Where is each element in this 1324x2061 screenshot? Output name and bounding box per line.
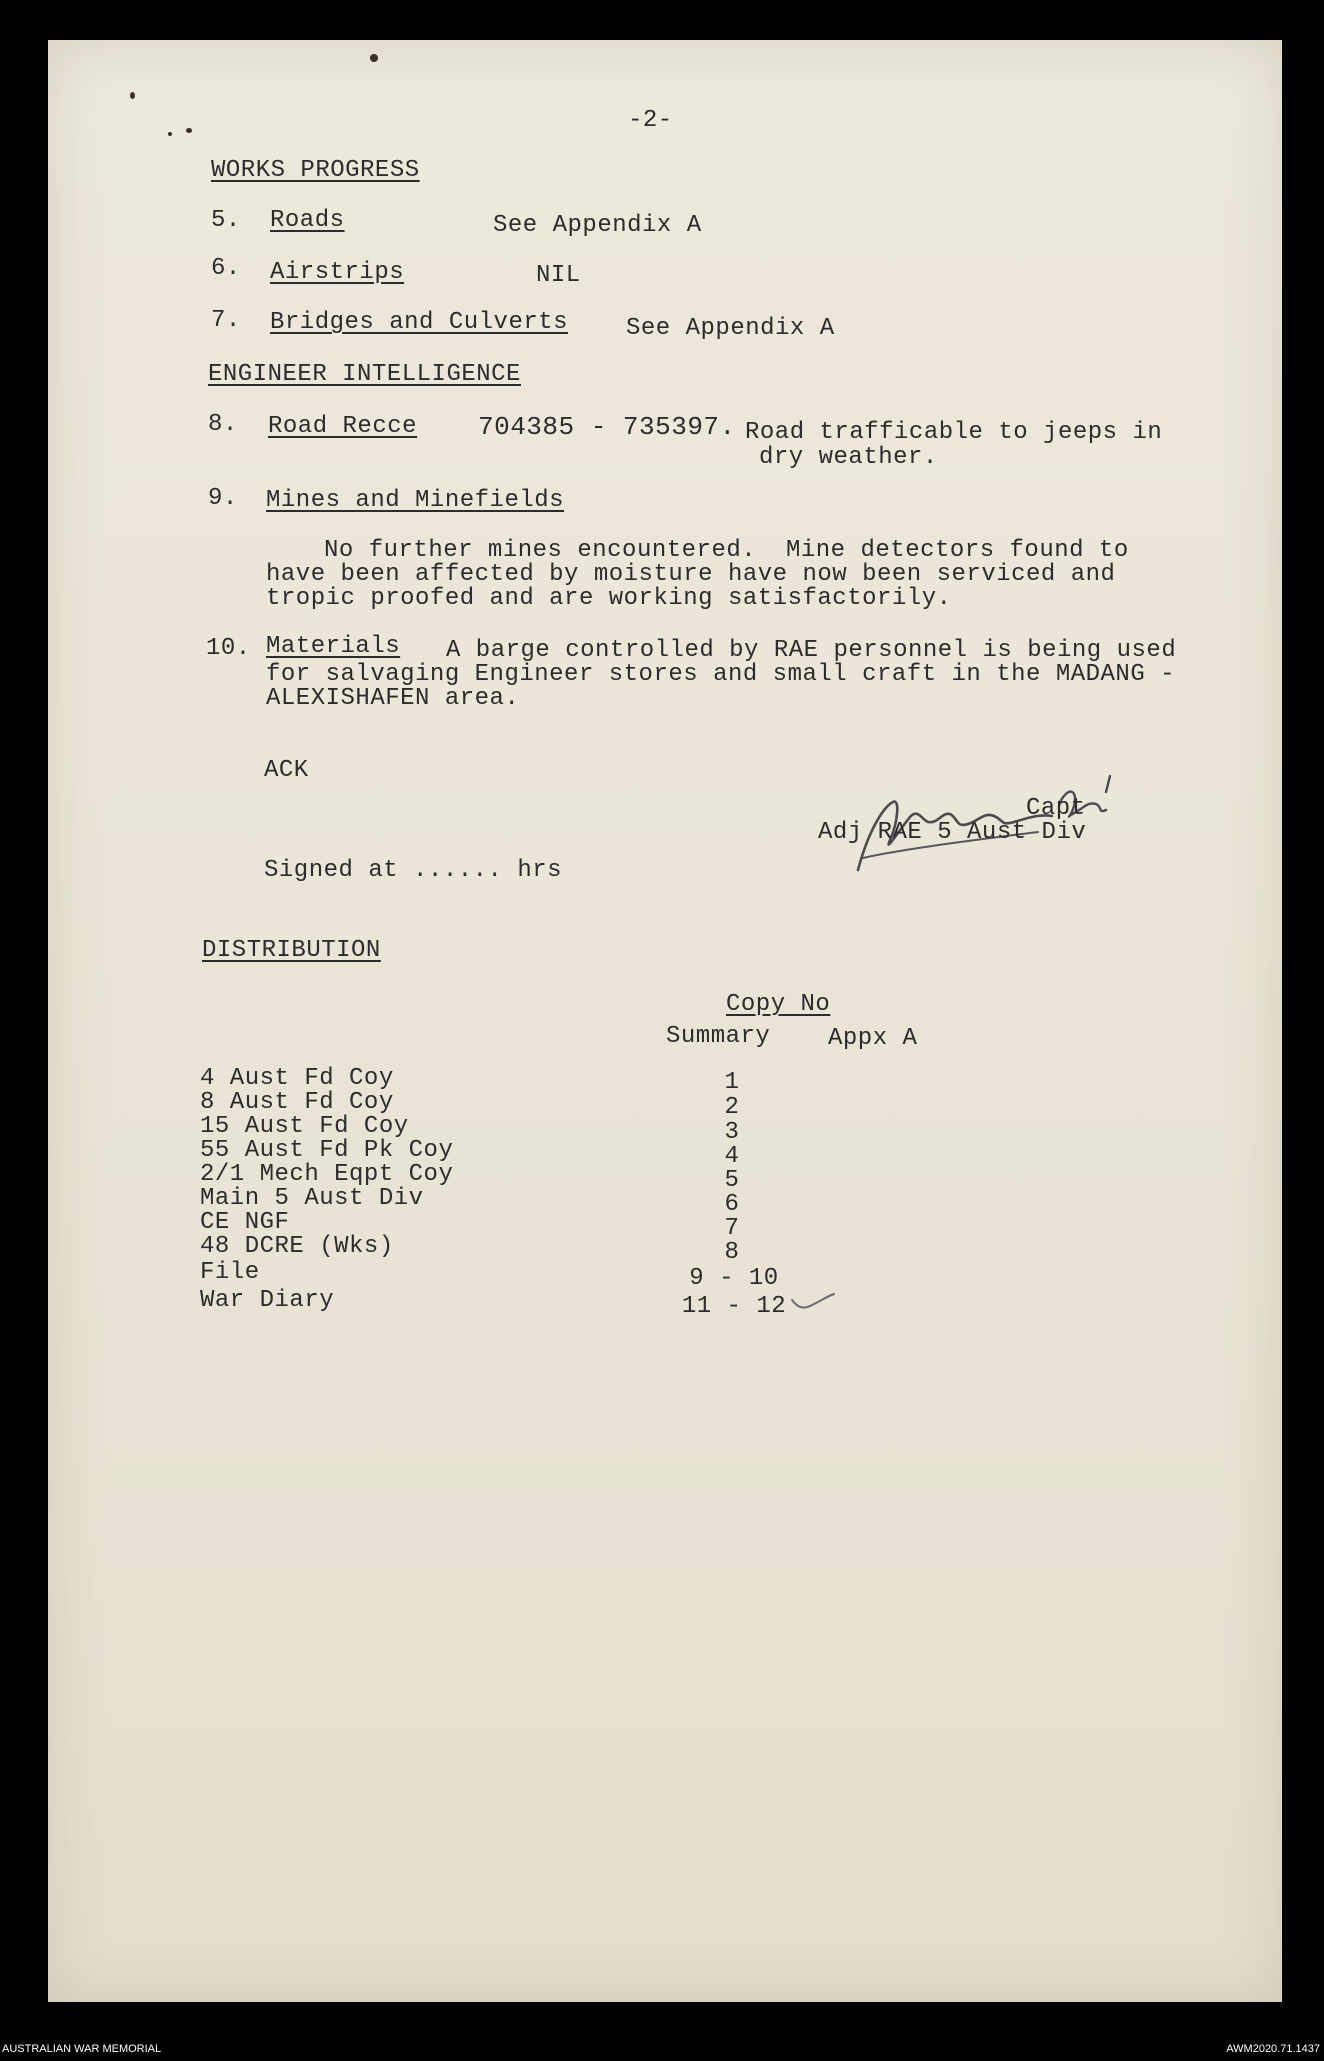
column-summary-heading: Summary: [666, 1023, 771, 1050]
ack-text: ACK: [264, 757, 309, 784]
page-number: -2-: [628, 107, 673, 134]
distribution-copy-number: 6: [724, 1191, 740, 1218]
distribution-recipient: 15 Aust Fd Coy: [200, 1113, 409, 1140]
paper-speck: [186, 128, 192, 133]
item-7-number: 7.: [211, 307, 241, 334]
item-10-label: Materials: [266, 633, 401, 660]
copy-no-heading: Copy No: [726, 991, 831, 1018]
item-8-label: Road Recce: [268, 413, 418, 440]
distribution-copy-number: 5: [724, 1167, 740, 1194]
distribution-recipient: Main 5 Aust Div: [200, 1185, 424, 1212]
item-6-value: NIL: [536, 262, 581, 289]
engineer-intelligence-heading: ENGINEER INTELLIGENCE: [208, 361, 521, 388]
item-10-number: 10.: [206, 635, 251, 662]
distribution-recipient: 4 Aust Fd Coy: [200, 1065, 394, 1092]
signatory-appointment: Adj RAE 5 Aust Div: [818, 819, 1087, 846]
distribution-recipient: 55 Aust Fd Pk Coy: [200, 1137, 454, 1164]
item-6-label: Airstrips: [270, 259, 405, 286]
distribution-copy-number: 7: [724, 1215, 740, 1242]
distribution-heading: DISTRIBUTION: [202, 937, 381, 964]
item-5-number: 5.: [211, 207, 241, 234]
distribution-copy-number: 1: [724, 1069, 740, 1096]
item-9-line2: have been affected by moisture have now been serviced and: [266, 561, 1116, 588]
item-8-text-line2: dry weather.: [759, 444, 938, 471]
item-9-number: 9.: [208, 485, 238, 512]
item-9-label: Mines and Minefields: [266, 487, 565, 514]
footer-institution-label: AUSTRALIAN WAR MEMORIAL: [2, 2043, 162, 2055]
item-7-label: Bridges and Culverts: [270, 309, 569, 336]
distribution-copy-number: 4: [724, 1143, 740, 1170]
distribution-recipient: War Diary: [200, 1287, 335, 1314]
footer-accession-number: AWM2020.71.1437: [1226, 2043, 1320, 2055]
item-5-value: See Appendix A: [493, 212, 702, 239]
item-10-line3: ALEXISHAFEN area.: [266, 685, 520, 712]
item-8-number: 8.: [208, 411, 238, 438]
distribution-recipient: File: [200, 1259, 260, 1286]
item-6-number: 6.: [211, 255, 241, 282]
distribution-copy-number: 9 - 10: [689, 1265, 779, 1292]
signatory-rank: Capt: [1026, 795, 1086, 822]
item-7-value: See Appendix A: [626, 315, 835, 342]
distribution-copy-number: 8: [724, 1239, 740, 1266]
works-progress-heading: WORKS PROGRESS: [211, 157, 420, 184]
item-5-label: Roads: [270, 207, 345, 234]
item-9-line1: No further mines encountered. Mine detectors found to: [324, 537, 1129, 564]
item-10-line1: A barge controlled by RAE personnel is being used: [446, 637, 1177, 664]
pencil-tick-mark: [788, 1290, 838, 1314]
column-appx-a-heading: Appx A: [828, 1025, 918, 1052]
item-10-line2: for salvaging Engineer stores and small craft in the MADANG -: [266, 661, 1176, 688]
item-8-grid-reference: 704385 - 735397.: [478, 412, 736, 442]
paper-speck: [168, 132, 172, 136]
distribution-copy-number: 11 - 12: [681, 1293, 787, 1320]
signed-at-line: Signed at ...... hrs: [264, 857, 563, 884]
paper-speck: [130, 92, 135, 99]
document-page: [48, 40, 1282, 2002]
distribution-recipient: CE NGF: [200, 1209, 290, 1236]
distribution-recipient: 8 Aust Fd Coy: [200, 1089, 394, 1116]
distribution-copy-number: 2: [724, 1094, 740, 1121]
distribution-recipient: 2/1 Mech Eqpt Coy: [200, 1161, 454, 1188]
item-9-line3: tropic proofed and are working satisfactorily.: [266, 585, 952, 612]
paper-speck: [370, 54, 378, 62]
item-8-text-line1: Road trafficable to jeeps in: [745, 419, 1163, 446]
distribution-recipient: 48 DCRE (Wks): [200, 1233, 394, 1260]
distribution-copy-number: 3: [724, 1119, 740, 1146]
